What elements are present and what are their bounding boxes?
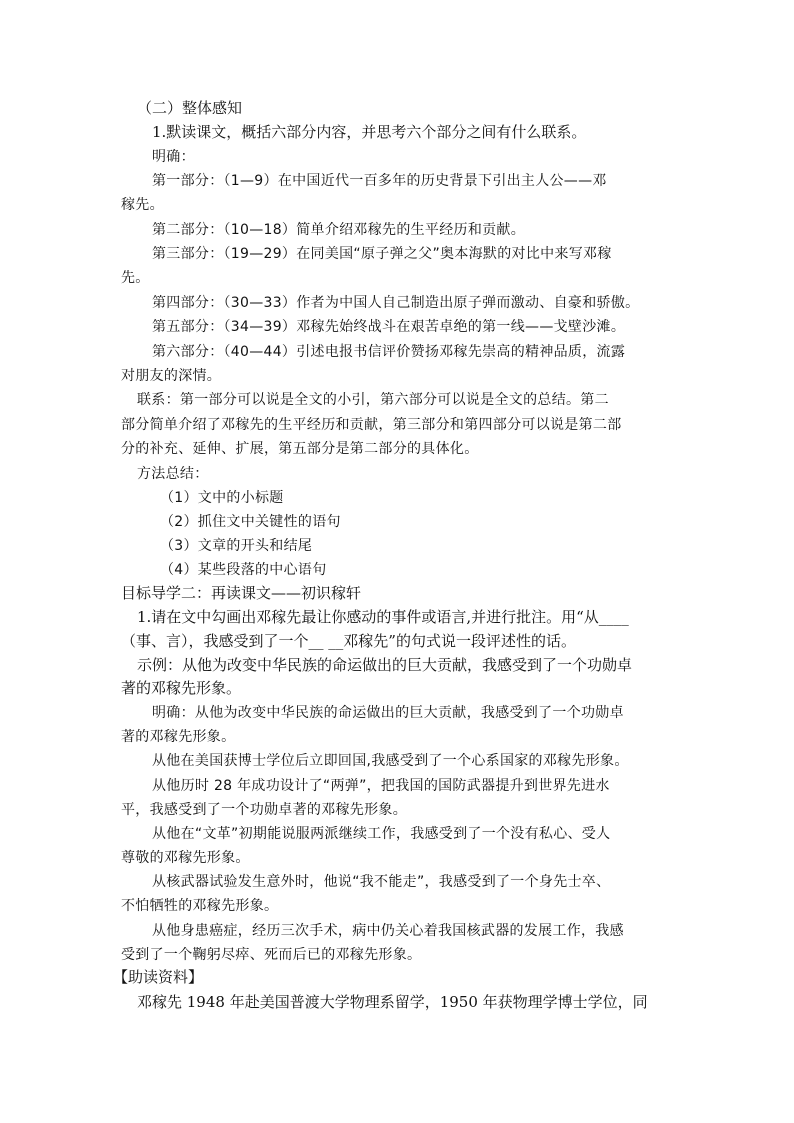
method-title: 方法总结： (137, 466, 209, 482)
method-1: （1）文中的小标题 (160, 490, 284, 506)
method-3: （3）文章的开头和结尾 (160, 538, 313, 554)
answer-4-line-1: 从他在“文革”初期能说服两派继续工作，我感受到了一个没有私心、受人 (152, 826, 611, 842)
answer-3-line-2: 平，我感受到了一个功勋卓著的邓稼先形象。 (121, 802, 407, 818)
part-6-line-1: 第六部分：（40—44）引述电报书信评价赞扬邓稼先崇高的精神品质，流露 (152, 344, 626, 360)
answer-6-line-2: 受到了一个鞠躬尽瘁、死而后已的邓稼先形象。 (121, 947, 422, 963)
reading-title: 【助读资料】 (113, 968, 204, 986)
part-6-line-2: 对朋友的深情。 (121, 368, 222, 384)
part-2: 第二部分：（10—18）简单介绍邓稼先的生平经历和贡献。 (152, 222, 526, 238)
part-1-line-1: 第一部分：（1—9）在中国近代一百多年的历史背景下引出主人公——邓 (152, 173, 607, 189)
answer-3-line-1: 从他历时 28 年成功设计了“两弹”，把我国的国防武器提升到世界先进水 (152, 778, 610, 794)
example-line-1: 示例：从他为改变中华民族的命运做出的巨大贡献，我感受到了一个功勋卓 (137, 656, 633, 674)
relation-line-2: 部分简单介绍了邓稼先的生平经历和贡献，第三部分和第四部分可以说是第二部 (121, 417, 622, 433)
method-4: （4）某些段落的中心语句 (160, 562, 327, 578)
answer-2: 从他在美国获博士学位后立即回国,我感受到了一个心系国家的邓稼先形象。 (152, 753, 629, 769)
task-2-line-1: 1.请在文中勾画出邓稼先最让你感动的事件或语言,并进行批注。用“从____ (137, 608, 629, 626)
example-line-2: 著的邓稼先形象。 (121, 679, 242, 697)
reading-text: 邓稼先 1948 年赴美国普渡大学物理系留学，1950 年获物理学博士学位，同 (137, 993, 648, 1011)
part-3-line-2: 先。 (121, 270, 150, 286)
part-5: 第五部分：（34—39）邓稼先始终战斗在艰苦卓绝的第一线——戈壁沙滩。 (152, 319, 626, 335)
part-4: 第四部分：（30—33）作者为中国人自己制造出原子弹而激动、自豪和骄傲。 (152, 295, 640, 311)
answer-5-line-1: 从核武器试验发生意外时，他说“我不能走”，我感受到了一个身先士卒、 (152, 874, 611, 890)
answer-1-line-1: 明确：从他为改变中华民族的命运做出的巨大贡献，我感受到了一个功勋卓 (152, 705, 624, 721)
answer-4-line-2: 尊敬的邓稼先形象。 (121, 850, 250, 866)
relation-line-3: 分的补充、延伸、扩展，第五部分是第二部分的具体化。 (121, 441, 479, 457)
relation-line-1: 联系：第一部分可以说是全文的小引，第六部分可以说是全文的总结。第二 (137, 392, 609, 408)
section-title: （二）整体感知 (137, 99, 243, 117)
part-3-line-1: 第三部分：（19—29）在同美国“原子弹之父”奥本海默的对比中来写邓稼 (152, 246, 612, 262)
part-1-line-2: 稼先。 (121, 197, 164, 213)
task-1: 1.默读课文，概括六部分内容，并思考六个部分之间有什么联系。 (152, 123, 587, 141)
answer-1-line-2: 著的邓稼先形象。 (121, 729, 236, 745)
goal-2-title: 目标导学二：再读课文——初识稼轩 (121, 584, 362, 602)
answer-6-line-1: 从他身患癌症，经历三次手术，病中仍关心着我国核武器的发展工作，我感 (152, 923, 624, 939)
answer-5-line-2: 不怕牺牲的邓稼先形象。 (121, 898, 279, 914)
method-2: （2）抓住文中关键性的语句 (160, 514, 341, 530)
clarify-label: 明确： (152, 149, 195, 165)
task-2-line-2: （事、言），我感受到了一个__ __邓稼先”的句式说一段评述性的话。 (121, 632, 576, 650)
